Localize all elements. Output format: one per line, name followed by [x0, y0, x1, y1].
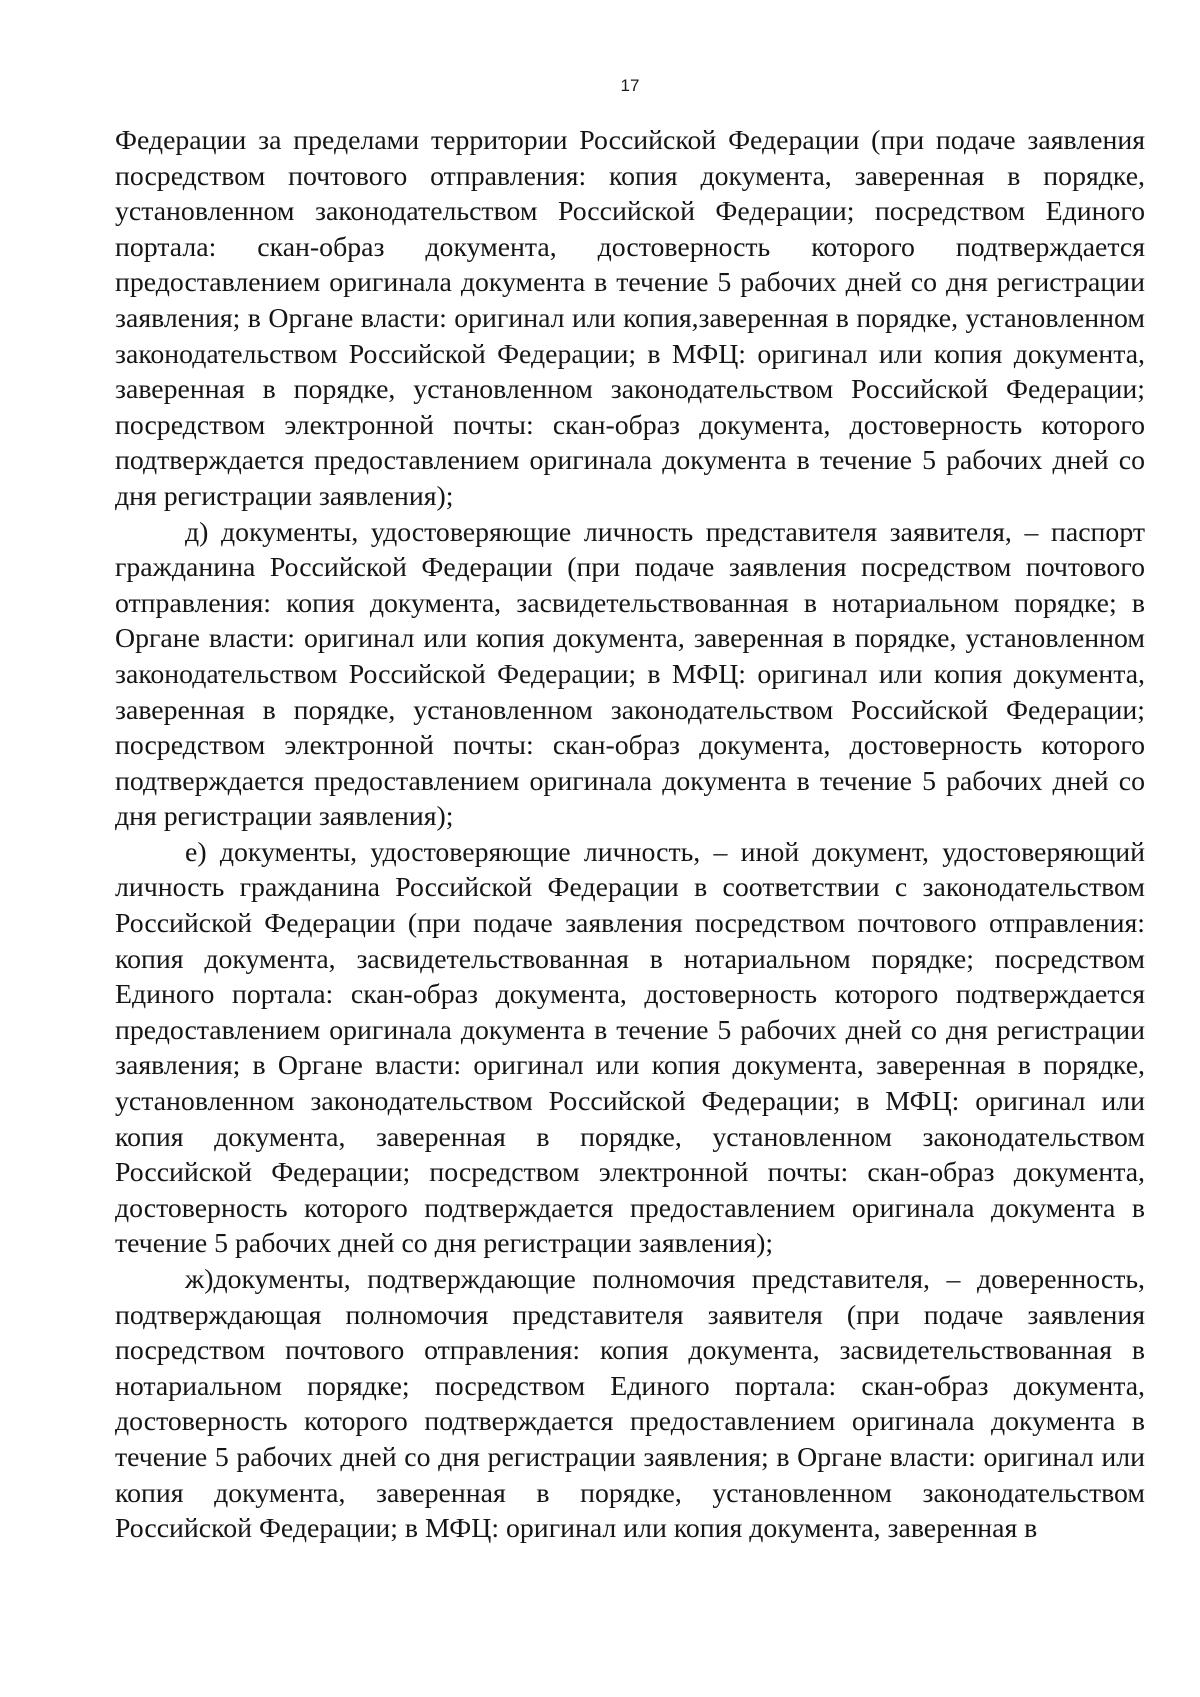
document-body — [115, 123, 1145, 1547]
paragraph-item-e: е) документы, удостоверяющие личность, – иной документ, удостоверяющий личность гражданина Российской Федерации в соответствии с законодательством Российской Федерации (при подаче заявления посредством почтового отправления: копия документа, засвидетельствованная в нотариальном порядке; посредством Единого портала: скан-образ документа, достоверность которого подтверждается предоставлением оригинала документа в течение 5 рабочих дней со дня регистрации заявления; в Органе власти: оригинал или копия документа, заверенная в порядке, установленном законодательством Российской Федерации; в МФЦ: оригинал или копия документа, заверенная в порядке, установленном законодательством Российской Федерации; посредством электронной почты: скан-образ документа, достоверность которого подтверждается предоставлением оригинала документа в течение 5 рабочих дней со дня регистрации заявления); — [115, 836, 1145, 1260]
paragraph-item-zh: ж)документы, подтверждающие полномочия представителя, – доверенность, подтверждающая полномочия представителя заявителя (при подаче заявления посредством почтового отправления: копия документа, засвидетельствованная в нотариальном порядке; посредством Единого портала: скан-образ документа, достоверность которого подтверждается предоставлением оригинала документа в течение 5 рабочих дней со дня регистрации заявления; в Органе власти: оригинал или копия документа, заверенная в порядке, установленном законодательством Российской Федерации; в МФЦ: оригинал или копия документа, заверенная в — [115, 1264, 1145, 1545]
paragraph-continuation: Федерации за пределами территории Российской Федерации (при подаче заявления посредством почтового отправления: копия документа, заверенная в порядке, установленном законодательством Российской Федерации; посредством Единого портала: скан-образ документа, достоверность которого подтверждается предоставлением оригинала документа в течение 5 рабочих дней со дня регистрации заявления; в Органе власти: оригинал или копия,заверенная в порядке, установленном законодательством Российской Федерации; в МФЦ: оригинал или копия документа, заверенная в порядке, установленном законодательством Российской Федерации; посредством электронной почты: скан-образ документа, достоверность которого подтверждается предоставлением оригинала документа в течение 5 рабочих дней со дня регистрации заявления); — [115, 125, 1145, 512]
paragraph-item-d: д) документы, удостоверяющие личность представителя заявителя, – паспорт гражданина Российской Федерации (при подаче заявления посредством почтового отправления: копия документа, засвидетельствованная в нотариальном порядке; в Органе власти: оригинал или копия документа, заверенная в порядке, установленном законодательством Российской Федерации; в МФЦ: оригинал или копия документа, заверенная в порядке, установленном законодательством Российской Федерации; посредством электронной почты: скан-образ документа, достоверность которого подтверждается предоставлением оригинала документа в течение 5 рабочих дней со дня регистрации заявления); — [115, 516, 1145, 833]
page-number: 17 — [620, 76, 640, 95]
